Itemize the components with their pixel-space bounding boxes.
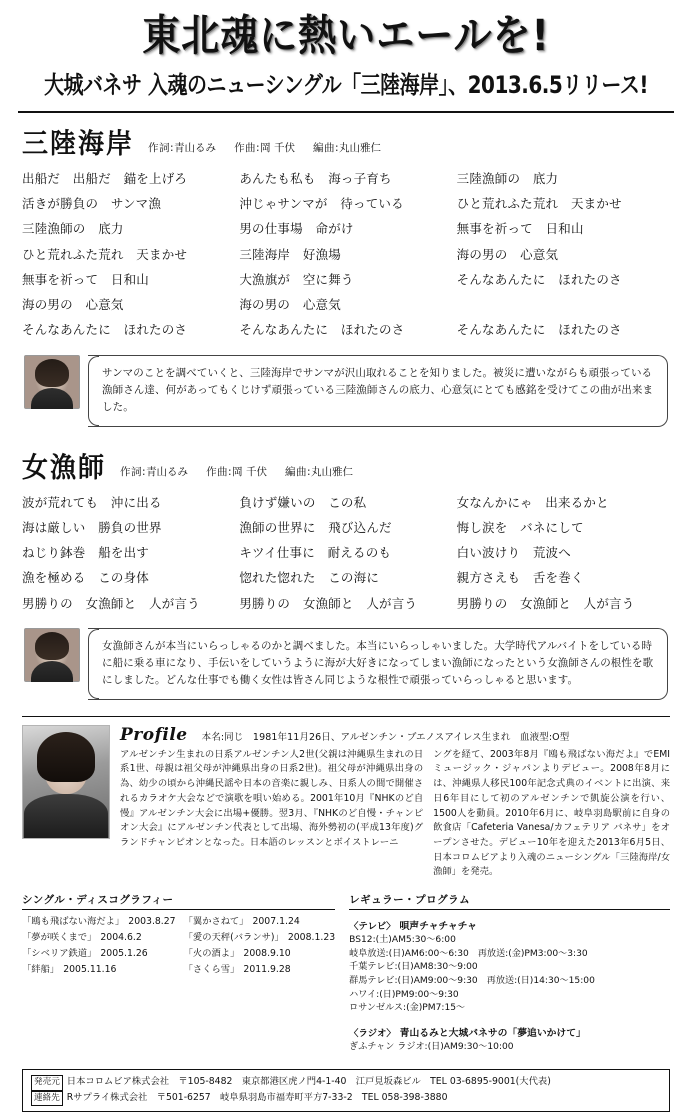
profile-title: Profile [120, 724, 188, 745]
disco-title: 「翼かさねて」 [183, 915, 249, 927]
disco-date: 2004.6.2 [100, 932, 142, 943]
discography-list [22, 914, 335, 977]
program-line: ロサンゼルス:(金)PM7:15～ [349, 1003, 466, 1014]
lyrics-column [22, 166, 235, 343]
program-heading: レギュラー・プログラム [349, 892, 670, 910]
header [0, 0, 692, 99]
profile-head [120, 725, 670, 745]
credit-composer-label: 作曲: [206, 465, 233, 478]
footer-tag: 連絡先 [31, 1091, 63, 1106]
credit-lyricist-value: 青山るみ [174, 141, 217, 154]
credit-lyricist-label: 作詞: [120, 465, 147, 478]
disco-title: 「夢が咲くまで」 [22, 932, 97, 943]
disco-title: 「シベリア鉄道」 [22, 948, 97, 960]
credit-arranger [285, 464, 353, 479]
disco-date: 2003.8.27 [128, 915, 176, 927]
lyric-line: ひと荒れふた荒れ 天まかせ [22, 246, 188, 262]
program-line: ぎふチャン ラジオ:(日)AM9:30～10:00 [349, 1041, 514, 1052]
lyric-line: 白い波けり 荒波へ [456, 545, 571, 561]
song-2-title: 女漁師 [22, 451, 107, 484]
lyric-line: 三陸海岸 好漁場 [239, 246, 341, 262]
disco-date: 2007.1.24 [252, 915, 300, 927]
song-1-title: 三陸海岸 [22, 128, 135, 160]
discography-heading: シングル・ディスコグラフィー [22, 892, 335, 910]
profile-body [120, 725, 670, 880]
footer [22, 1069, 670, 1112]
lyric-line: 三陸漁師の 底力 [456, 170, 559, 186]
disco-date: 2005.11.16 [63, 964, 117, 976]
program-line: 岐阜放送:(日)AM6:00～6:30 再放送:(金)PM3:00～3:30 [349, 948, 588, 959]
footer-tag: 発売元 [31, 1075, 63, 1090]
footer-text: Rサプライ株式会社 〒501-6257 岐阜県羽島市福寿町平方7-33-2 TEL 058-398-3880 [66, 1091, 448, 1103]
disco-title: 「火の酒よ」 [183, 948, 240, 960]
profile-paragraph-1: アルゼンチン生まれの日系アルゼンチン人2世(父親は沖縄県生まれの日系1世、母親は祖父母が沖縄県出身の日系2世)。祖父母が沖縄県出身の為、幼少の頃から沖縄民謡や日本の音楽に親しみ、日系人の間で開催されるカラオケ大会などで演歌を唄い始める。2001年10月『NHKのど自慢』アルゼンチン大会に出場+優勝。翌3月、『NHKのど自慢・チャンピオン大会』にアルゼンチン代表として出場、海外勢初の(平成13年度)グランドチャンピオンとなった。日本語のレッスンとボイストレーニ [120, 748, 424, 848]
program-line: ハワイ:(日)PM9:00～9:30 [349, 989, 459, 1000]
program-radio [349, 1021, 670, 1055]
artist-portrait [22, 725, 110, 839]
profile-divider [22, 716, 670, 717]
lyric-line: 無事を祈って 日和山 [22, 271, 150, 287]
song-1-title-row [22, 123, 670, 160]
footer-line-publisher [31, 1075, 661, 1090]
lyric-line: 海は厳しい 勝負の世界 [22, 519, 162, 535]
lists-section [22, 892, 670, 1059]
artist-thumbnail [24, 355, 80, 409]
lyric-line: そんなあんたに ほれたのさ [456, 271, 622, 287]
lyric-line: 海の男の 心意気 [456, 246, 559, 262]
lyric-line: 沖じゃサンマが 待っている [239, 196, 404, 212]
credit-lyricist-label: 作詞: [148, 141, 175, 154]
profile-text [120, 748, 670, 880]
credit-composer-value: 岡 千伏 [232, 465, 267, 478]
comment-balloon [88, 355, 668, 427]
program-line: 千葉テレビ:(日)AM8:30～9:00 [349, 962, 478, 973]
credit-composer [234, 140, 295, 155]
credit-lyricist [120, 464, 188, 479]
program-tv-lines [349, 934, 670, 1016]
lyrics-column [22, 490, 235, 616]
lyric-line: ひと荒れふた荒れ 天まかせ [456, 196, 622, 212]
lyric-line: そんなあんたに ほれたのさ [22, 322, 188, 338]
list-item [22, 930, 176, 945]
lyric-line: 出船だ 出船だ 錨を上げろ [22, 170, 188, 186]
disco-title: 「鴎も飛ばない海だよ」 [22, 915, 125, 927]
program-line: 群馬テレビ:(日)AM9:00～9:30 再放送:(日)14:30～15:00 [349, 975, 595, 986]
lyric-line: 海の男の 心意気 [239, 297, 341, 313]
lyric-line: そんなあんたに ほれたのさ [456, 322, 622, 338]
song-block-2 [0, 447, 692, 616]
song-2-lyrics [22, 490, 670, 616]
lyric-line: 大漁旗が 空に舞う [239, 271, 354, 287]
credit-arranger-value: 丸山雅仁 [311, 465, 353, 478]
comment-text: 女漁師さんが本当にいらっしゃるのかと調べました。本当にいらっしゃいました。大学時代アルバイトをしている時に船に乗る車になり、手伝いをしていうように海が大好きになってしまい漁師になったという女漁師さんの根性を歌にしました。どんな仕事でも働く女性は皆さん同じような根性で頑張っていらっしゃると思います。 [102, 639, 654, 687]
program-tv-label: 〈テレビ〉 [349, 920, 396, 932]
lyric-line: 悔し涙を バネにして [456, 519, 584, 535]
list-item [184, 914, 336, 929]
lyric-line: 漁師の世界に 飛び込んだ [239, 519, 392, 535]
lyric-line: 男の仕事場 命がけ [239, 221, 354, 237]
disco-title: 「絆船」 [22, 964, 60, 976]
lyric-line: 海の男の 心意気 [22, 297, 124, 313]
lyrics-column [457, 490, 670, 616]
program-block [349, 892, 670, 1059]
disco-date: 2008.9.10 [243, 948, 291, 960]
lyric-line: 無事を祈って 日和山 [456, 221, 584, 237]
credit-arranger-label: 編曲: [284, 465, 311, 478]
lyric-line: 負けず嫌いの この私 [239, 494, 367, 510]
credit-arranger-label: 編曲: [312, 141, 339, 154]
lyric-line: キツイ仕事に 耐えるのも [239, 545, 392, 561]
disco-title: 「さくら雪」 [183, 964, 240, 976]
lyrics-column [457, 166, 670, 343]
credit-arranger [313, 140, 381, 155]
credit-composer-value: 岡 千伏 [260, 141, 295, 154]
footer-text: 日本コロムビア株式会社 〒105-8482 東京都港区虎ノ門4-1-40 江戸見坂森ビル TEL 03-6895-9001(大代表) [66, 1076, 551, 1088]
program-radio-lines [349, 1041, 670, 1055]
program-tv-title: 唄声チャチャチャ [399, 920, 477, 932]
lyric-line: 男勝りの 女漁師と 人が言う [22, 595, 200, 611]
discography-block [22, 892, 335, 1059]
song-1-comment [24, 355, 668, 427]
song-2-credits [120, 464, 353, 484]
lyric-line: 惚れた惚れた この海に [239, 570, 380, 586]
subheadline: 大城バネサ 入魂のニューシングル「三陸海岸」、2013.6.5リリース! [44, 70, 648, 99]
program-line: BS12:(土)AM5:30～6:00 [349, 934, 456, 945]
footer-line-contact [31, 1091, 661, 1106]
credit-composer [206, 464, 267, 479]
disco-date: 2011.9.28 [243, 964, 291, 976]
credit-composer-label: 作曲: [234, 141, 261, 154]
song-1-credits [148, 140, 381, 160]
program-radio-title: 青山るみと大城バネサの「夢追いかけて」 [399, 1027, 586, 1039]
profile-meta: 本名:同じ 1981年11月26日、アルゼンチン・ブエノスアイレス生まれ 血液型:O型 [201, 731, 570, 743]
credit-lyricist-value: 青山るみ [146, 465, 189, 478]
lyric-line: そんなあんたに ほれたのさ [239, 322, 405, 338]
lyric-line [457, 292, 670, 317]
song-block-1 [0, 123, 692, 343]
list-item [184, 930, 336, 945]
list-item [22, 914, 176, 929]
lyrics-column [239, 166, 452, 343]
lyric-line: 女なんかにゃ 出来るかと [456, 494, 609, 510]
lyrics-column [239, 490, 452, 616]
comment-text: サンマのことを調べていくと、三陸海岸でサンマが沢山取れることを知りました。被災に遭いながらも頑張っている漁師さん達、何があってもくじけず頑張っている三陸漁師さんの底力、心意気にとても感銘を受けてこの曲が出来ました。 [102, 366, 654, 414]
song-2-comment [24, 628, 668, 700]
lyric-line: 男勝りの 女漁師と 人が言う [456, 595, 635, 611]
lyric-line: あんたも私も 海っ子育ち [239, 170, 392, 186]
list-item [22, 962, 176, 977]
comment-balloon [88, 628, 668, 700]
header-divider [18, 111, 674, 113]
profile-paragraph-2: ングを経て、2003年8月『鴎も飛ばない海だよ』でEMIミュージック・ジャパンよりデビュー。2008年8月には、沖縄県人移民100年記念式典のイベントに出演、来日6年目にして初のアルゼンチンで凱旋公演を行い、1500人を動員。2010年6月に、岐阜羽島駅前に自身の飲食店「Cafeteria Vanesa/カフェテリア バネサ」をオープンさせた。デビュー10年を迎えた2013年6月5日、日本コロムビアより入魂のニューシングル「三陸海岸/女漁師」を発売。 [433, 748, 670, 878]
disco-date: 2005.1.26 [100, 948, 148, 960]
artist-thumbnail [24, 628, 80, 682]
disco-title: 「愛の天秤(バランサ)」 [183, 932, 284, 943]
lyric-line: ねじり鉢巻 船を出す [22, 545, 150, 561]
lyric-line: 男勝りの 女漁師と 人が言う [239, 595, 418, 611]
credit-arranger-value: 丸山雅仁 [339, 141, 381, 154]
profile-section [22, 725, 670, 880]
disco-date: 2008.1.23 [287, 932, 336, 943]
song-2-title-row [22, 447, 670, 484]
lyric-line: 漁を極める この身体 [22, 570, 150, 586]
list-item [22, 946, 176, 961]
lyric-line: 三陸漁師の 底力 [22, 221, 124, 237]
list-item [184, 946, 336, 961]
credit-lyricist [148, 140, 216, 155]
lyric-line: 波が荒れても 沖に出る [22, 494, 162, 510]
song-1-lyrics [22, 166, 670, 343]
lyric-line: 活きが勝負の サンマ漁 [22, 196, 162, 212]
program-tv [349, 914, 670, 1016]
headline: 東北魂に熱いエールを! [142, 10, 550, 60]
program-radio-label: 〈ラジオ〉 [349, 1027, 396, 1039]
lyric-line: 親方さえも 舌を巻く [456, 570, 584, 586]
list-item [184, 962, 336, 977]
